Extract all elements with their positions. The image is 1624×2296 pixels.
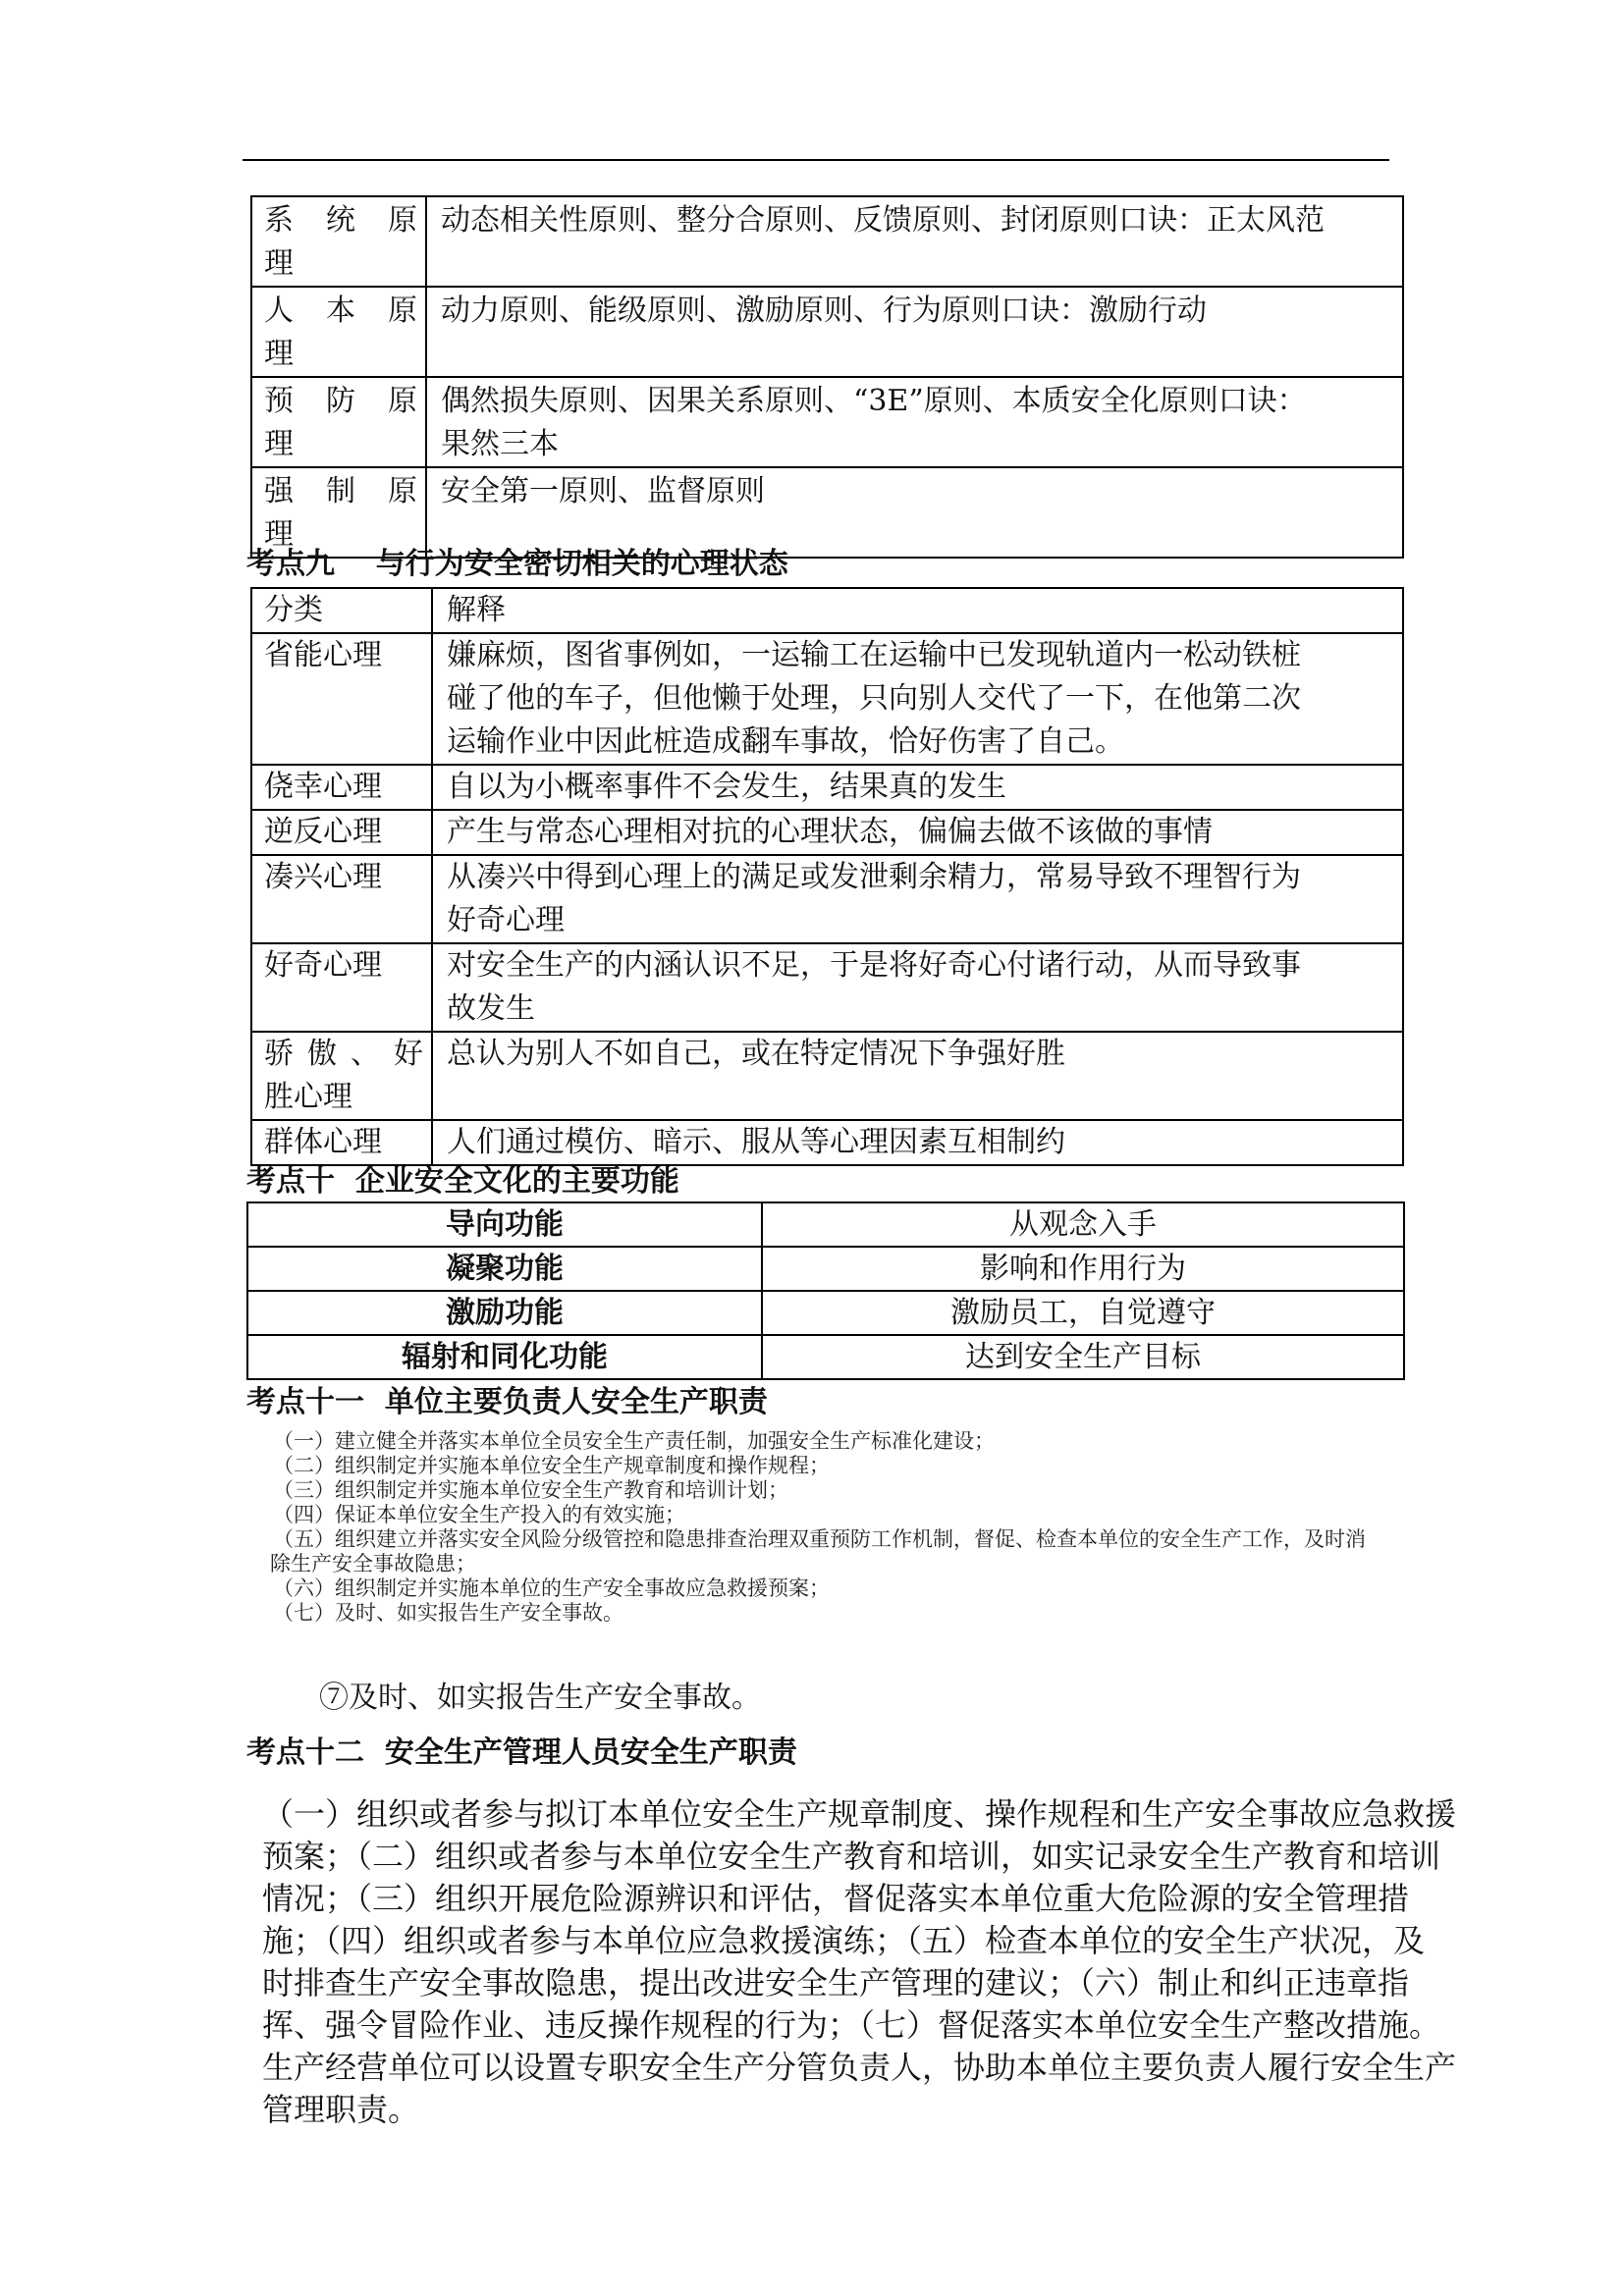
paragraph-line: 挥、强令冒险作业、违反操作规程的行为；（七）督促落实本单位安全生产整改措施。	[262, 2006, 1441, 2044]
list-item: （七）及时、如实报告生产安全事故。	[273, 1601, 623, 1625]
paragraph-line: 预案；（二）组织或者参与本单位安全生产教育和培训，如实记录安全生产教育和培训	[262, 1838, 1441, 1875]
section9-title: 考点九 与行为安全密切相关的心理状态	[246, 547, 788, 581]
table-row	[247, 1335, 1404, 1379]
paragraph-line: 生产经营单位可以设置专职安全生产分管负责人，协助本单位主要负责人履行安全生产	[262, 2049, 1457, 2086]
principles-table	[250, 195, 1404, 559]
table-row	[251, 467, 1403, 558]
paragraph-line: 情况；（三）组织开展危险源辨识和评估，督促落实本单位重大危险源的安全管理措	[262, 1880, 1410, 1917]
list-item: （二）组织制定并实施本单位安全生产规章制度和操作规程；	[273, 1454, 830, 1477]
circled-list-item: ⑦及时、如实报告生产安全事故。	[319, 1681, 761, 1715]
psych-category: 侥幸心理	[251, 765, 432, 810]
duties-paragraph	[262, 1793, 1539, 2131]
psych-category: 凑兴心理	[251, 855, 432, 943]
table-row	[251, 810, 1403, 855]
psych-category: 群体心理	[251, 1120, 432, 1165]
principle-category: 系 统 原 理	[251, 196, 426, 287]
paragraph-line: 管理职责。	[262, 2091, 420, 2128]
psych-description: 人们通过模仿、暗示、服从等心理因素互相制约	[432, 1120, 1403, 1165]
paragraph-line: 时排查生产安全事故隐患，提出改进安全生产管理的建议；（六）制止和纠正违章指	[262, 1964, 1410, 2002]
function-effect: 激励员工，自觉遵守	[762, 1291, 1404, 1335]
function-effect: 影响和作用行为	[762, 1247, 1404, 1291]
section11-title: 考点十一 单位主要负责人安全生产职责	[246, 1385, 768, 1419]
list-item: （一）建立健全并落实本单位全员安全生产责任制，加强安全生产标准化建设；	[273, 1429, 995, 1453]
list-item: （三）组织制定并实施本单位安全生产教育和培训计划；	[273, 1478, 788, 1502]
table-row	[251, 855, 1403, 943]
table-row	[251, 1120, 1403, 1165]
table-row	[251, 1032, 1403, 1120]
function-effect: 从观念入手	[762, 1202, 1404, 1247]
column-header-category: 分类	[251, 588, 432, 633]
table-row	[251, 287, 1403, 377]
psych-category: 骄傲、好 胜心理	[251, 1032, 432, 1120]
psych-description: 从凑兴中得到心理上的满足或发泄剩余精力，常易导致不理智行为 好奇心理	[432, 855, 1403, 943]
table-row	[247, 1202, 1404, 1247]
table-row	[251, 943, 1403, 1032]
psych-description: 产生与常态心理相对抗的心理状态，偏偏去做不该做的事情	[432, 810, 1403, 855]
table-row	[251, 633, 1403, 765]
paragraph-line: 施；（四）组织或者参与本单位应急救援演练；（五）检查本单位的安全生产状况，及	[262, 1922, 1426, 1959]
culture-functions-table	[246, 1201, 1405, 1380]
table-row	[247, 1291, 1404, 1335]
principle-description: 偶然损失原则、因果关系原则、“3E”原则、本质安全化原则口诀： 果然三本	[426, 377, 1403, 467]
list-item: （六）组织制定并实施本单位的生产安全事故应急救援预案；	[273, 1576, 830, 1600]
table-row	[251, 765, 1403, 810]
function-name: 辐射和同化功能	[247, 1335, 762, 1379]
function-name: 导向功能	[247, 1202, 762, 1247]
list-item: （四）保证本单位安全生产投入的有效实施；	[273, 1503, 685, 1526]
table-header-row	[251, 588, 1403, 633]
principle-description: 动力原则、能级原则、激励原则、行为原则口诀：激励行动	[426, 287, 1403, 377]
psych-description: 总认为别人不如自己，或在特定情况下争强好胜	[432, 1032, 1403, 1120]
psych-description: 自以为小概率事件不会发生，结果真的发生	[432, 765, 1403, 810]
function-name: 激励功能	[247, 1291, 762, 1335]
principle-category: 预 防 原 理	[251, 377, 426, 467]
psych-description: 嫌麻烦，图省事例如，一运输工在运输中已发现轨道内一松动铁桩 碰了他的车子，但他懒于处理，只向别人交代了一下，在他第二次 运输作业中因此桩造成翻车事故，恰好伤害了自己。	[432, 633, 1403, 765]
psych-category: 省能心理	[251, 633, 432, 765]
section12-title: 考点十二 安全生产管理人员安全生产职责	[246, 1735, 797, 1770]
duty-list	[270, 1429, 1579, 1626]
list-item: 除生产安全事故隐患；	[270, 1552, 476, 1575]
psych-description: 对安全生产的内涵认识不足，于是将好奇心付诸行动，从而导致事 故发生	[432, 943, 1403, 1032]
psych-category: 好奇心理	[251, 943, 432, 1032]
table-row	[251, 196, 1403, 287]
table-row	[251, 377, 1403, 467]
section10-title: 考点十 企业安全文化的主要功能	[246, 1164, 679, 1199]
principle-category: 人 本 原 理	[251, 287, 426, 377]
page-header-rule	[243, 159, 1389, 161]
paragraph-line: （一）组织或者参与拟订本单位安全生产规章制度、操作规程和生产安全事故应急救援	[262, 1795, 1457, 1833]
principle-category: 强 制 原 理	[251, 467, 426, 558]
column-header-description: 解释	[432, 588, 1403, 633]
principle-description: 动态相关性原则、整分合原则、反馈原则、封闭原则口诀：正太风范	[426, 196, 1403, 287]
psych-category: 逆反心理	[251, 810, 432, 855]
table-row	[247, 1247, 1404, 1291]
principle-description: 安全第一原则、监督原则	[426, 467, 1403, 558]
function-name: 凝聚功能	[247, 1247, 762, 1291]
list-item: （五）组织建立并落实安全风险分级管控和隐患排查治理双重预防工作机制，督促、检查本单位的安全生产工作，及时消	[273, 1527, 1366, 1551]
function-effect: 达到安全生产目标	[762, 1335, 1404, 1379]
psychology-table	[250, 587, 1404, 1166]
